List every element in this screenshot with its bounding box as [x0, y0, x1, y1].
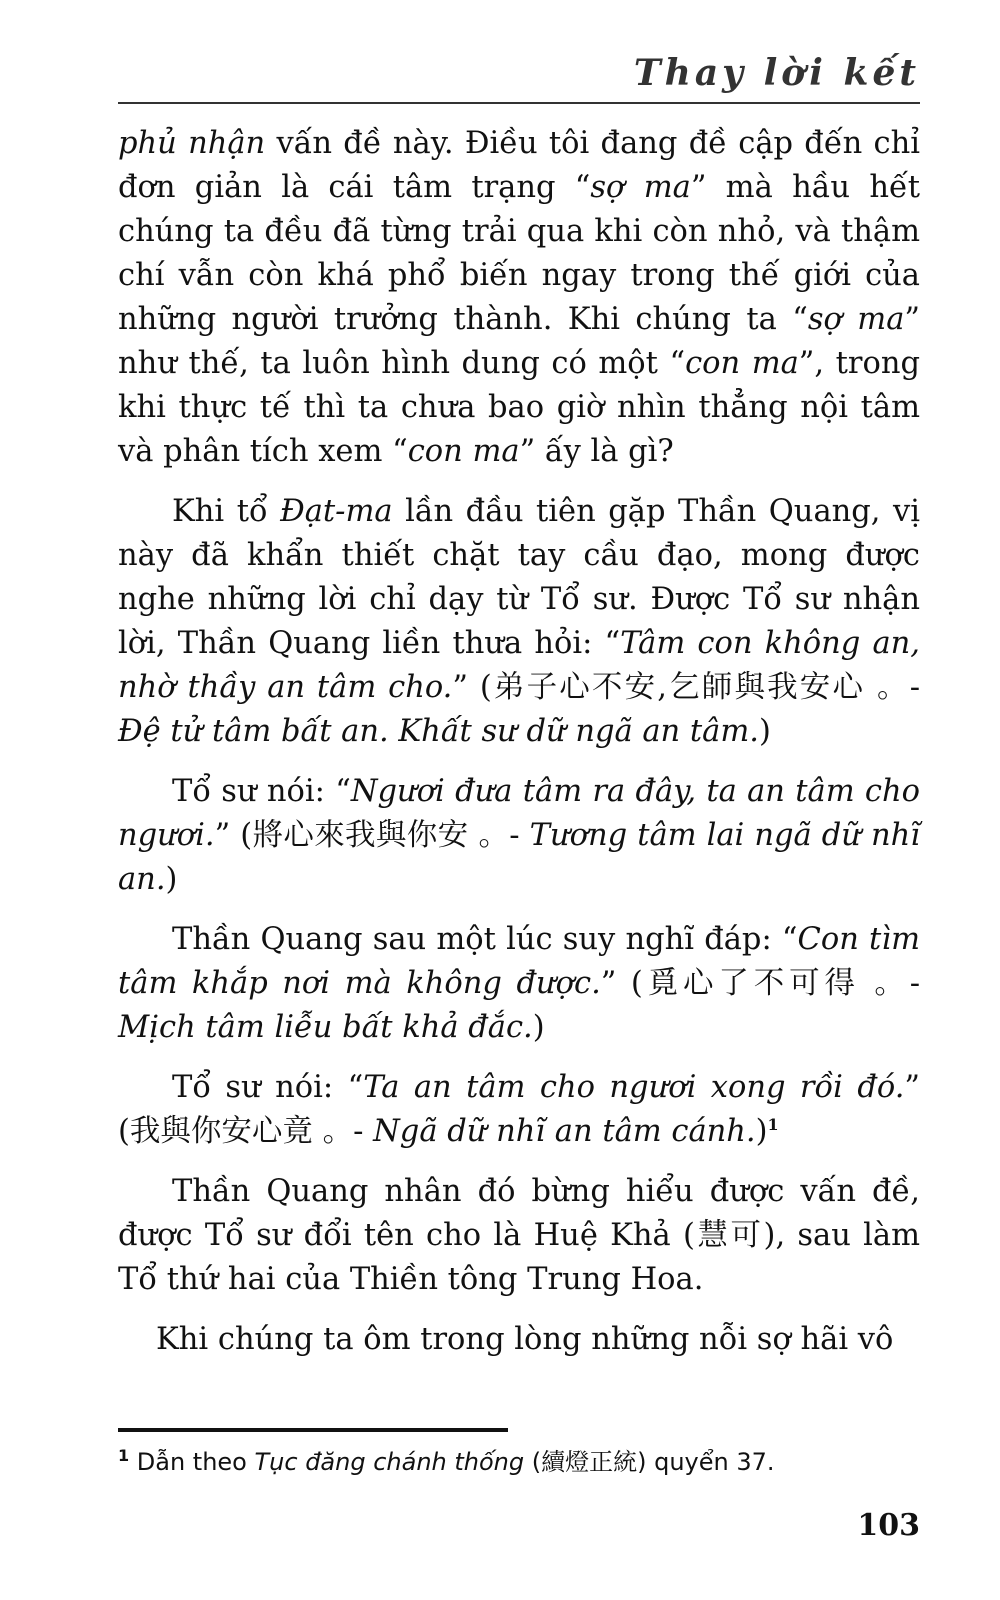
paragraph-3: [118, 770, 920, 902]
text-span: ” (將心來我與你安 。-: [214, 818, 530, 853]
text-span: ”, trong khi thực tế thì ta chưa bao giờ nhìn thẳng nội tâm và phân tích xem “: [118, 346, 920, 469]
text-span: phủ nhận: [118, 126, 266, 161]
text-span: Đạt-ma: [280, 494, 393, 529]
text-span: Dẫn theo: [129, 1448, 255, 1476]
text-span: lần đầu tiên gặp Thần Quang, vị này đã khẩn thiết chặt tay cầu đạo, mong được nghe những lời chỉ dạy từ Tổ sư. Được Tổ sư nhận lời, Thần Quang liền thưa hỏi: “: [118, 494, 920, 661]
text-span: con ma: [685, 346, 799, 381]
text-span: vấn đề này. Điều tôi đang đề cập đến chỉ đơn giản là cái tâm trạng “: [118, 126, 920, 205]
text-span: ): [758, 714, 771, 749]
text-span: Ngã dữ nhĩ an tâm cánh.: [373, 1114, 756, 1149]
text-span: ” (我與你安心竟 。-: [118, 1070, 920, 1149]
text-span: Tục đăng chánh thống: [254, 1448, 525, 1476]
text-span: Ta an tâm cho ngươi xong rồi đó.: [363, 1070, 905, 1105]
body-text: [118, 122, 920, 1378]
text-span: ” mà hầu hết chúng ta đều đã từng trải qua khi còn nhỏ, và thậm chí vẫn còn khá phổ biến ngay trong thế giới của những người trưởng thành. Khi chúng ta “: [118, 170, 920, 337]
text-span: ” như thế, ta luôn hình dung có một “: [118, 302, 921, 381]
footnote-reference: 1: [767, 1114, 779, 1134]
header-rule: [118, 102, 920, 104]
text-span: sợ ma: [590, 170, 691, 205]
text-span: Khi chúng ta ôm trong lòng những nỗi sợ hãi vô: [156, 1322, 894, 1357]
footnote: [118, 1446, 920, 1478]
text-span: Thần Quang sau một lúc suy nghĩ đáp: “: [172, 922, 798, 957]
text-span: ): [165, 862, 178, 897]
text-span: Khi tổ: [172, 494, 281, 529]
text-span: ” (覓心了不可得 。-: [600, 966, 921, 1001]
footnote-marker: 1: [118, 1446, 130, 1465]
text-span: Tương tâm lai ngã dữ nhĩ an.: [118, 818, 920, 897]
text-span: Mịch tâm liễu bất khả đắc.: [118, 1010, 533, 1045]
page-number: 103: [857, 1508, 920, 1543]
text-span: Thần Quang nhân đó bừng hiểu được vấn đề, được Tổ sư đổi tên cho là Huệ Khả (慧可), sau làm Tổ thứ hai của Thiền tông Trung Hoa.: [118, 1174, 920, 1297]
text-span: Con tìm tâm khắp nơi mà không được.: [118, 922, 920, 1001]
text-span: (續燈正統) quyển 37.: [524, 1448, 775, 1476]
paragraph-4: [118, 918, 920, 1050]
paragraph-1: [118, 122, 920, 474]
text-span: ” (弟子心不安,乞師與我安心 。-: [452, 670, 920, 705]
text-span: sợ ma: [807, 302, 905, 337]
text-span: Ngươi đưa tâm ra đây, ta an tâm cho ngươi.: [118, 774, 921, 853]
text-span: con ma: [407, 434, 520, 469]
text-span: Tổ sư nói: “: [172, 774, 351, 809]
paragraph-6: [118, 1170, 920, 1302]
text-span: Đệ tử tâm bất an. Khất sư dữ ngã an tâm.: [118, 714, 759, 749]
text-span: Tổ sư nói: “: [172, 1070, 364, 1105]
paragraph-2: [118, 490, 920, 754]
paragraph-7: [118, 1318, 920, 1362]
text-span: ): [532, 1010, 545, 1045]
footnote-rule: [118, 1428, 508, 1432]
text-span: ): [755, 1114, 768, 1149]
text-span: Tâm con không an, nhờ thầy an tâm cho.: [118, 626, 920, 705]
running-head: Thay lời kết: [633, 52, 920, 94]
text-span: ” ấy là gì?: [519, 434, 674, 469]
paragraph-5: [118, 1066, 920, 1154]
